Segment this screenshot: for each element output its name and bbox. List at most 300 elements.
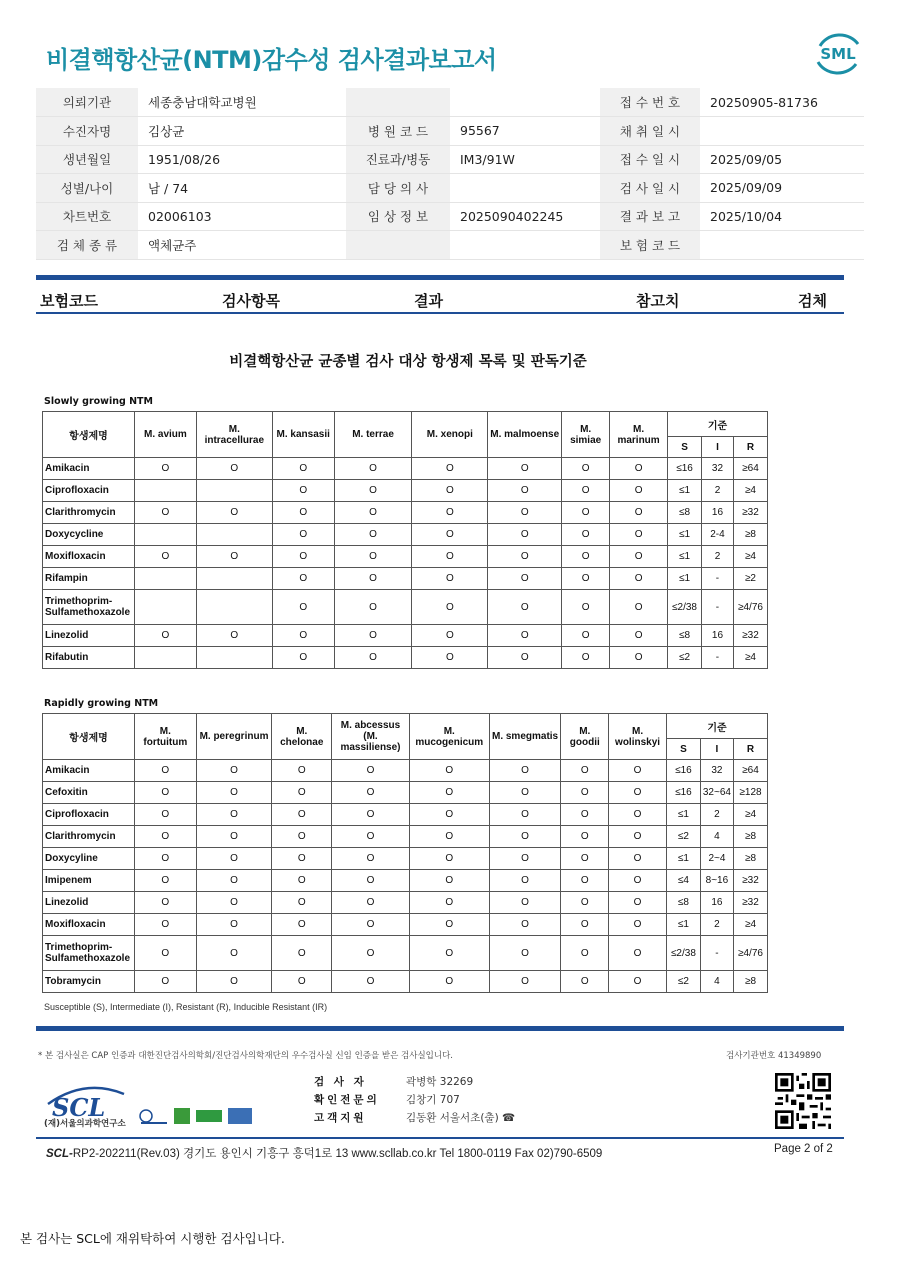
table-row bbox=[43, 914, 768, 936]
applicability-mark: O bbox=[412, 458, 488, 480]
drug-name: Doxycycline bbox=[43, 524, 135, 546]
cert-mark-icon-1 bbox=[174, 1108, 190, 1124]
bottom-note: 본 검사는 SCL에 재위탁하여 시행한 검사입니다. bbox=[20, 1231, 285, 1246]
applicability-mark bbox=[134, 524, 196, 546]
header-insurance-code: 보험코드 bbox=[40, 292, 98, 310]
table-row bbox=[43, 590, 768, 625]
sir-header: I bbox=[700, 739, 733, 760]
applicability-mark bbox=[196, 480, 272, 502]
header-specimen: 검체 bbox=[798, 292, 827, 310]
applicability-mark: O bbox=[488, 480, 562, 502]
staff-role: 확인전문의 bbox=[314, 1094, 380, 1106]
species-column-header: M. intracellurae bbox=[196, 412, 272, 458]
applicability-mark: O bbox=[562, 458, 610, 480]
breakpoint-r: ≥4/76 bbox=[733, 590, 767, 625]
breakpoint-i: 2 bbox=[702, 546, 734, 568]
scl-name: (재)서울의과학연구소 bbox=[44, 1119, 126, 1129]
applicability-mark: O bbox=[196, 502, 272, 524]
breakpoint-s: ≤1 bbox=[668, 480, 702, 502]
species-column-header: M. malmoense bbox=[488, 412, 562, 458]
applicability-mark: O bbox=[609, 936, 667, 971]
info-value: 김상균 bbox=[138, 117, 346, 146]
drug-name: Doxycyline bbox=[43, 848, 135, 870]
drug-name: Amikacin bbox=[43, 458, 135, 480]
applicability-mark bbox=[196, 590, 272, 625]
breakpoint-r: ≥8 bbox=[733, 848, 767, 870]
applicability-mark: O bbox=[409, 870, 489, 892]
applicability-mark: O bbox=[610, 502, 668, 524]
info-value: 2025090402245 bbox=[450, 202, 600, 231]
staff-name: 곽병학 32269 bbox=[406, 1076, 474, 1088]
scl-logo-text: SCL bbox=[52, 1093, 106, 1122]
breakpoint-i: 2-4 bbox=[702, 524, 734, 546]
applicability-mark: O bbox=[489, 804, 561, 826]
info-value: 남 / 74 bbox=[138, 174, 346, 203]
drug-name: Cefoxitin bbox=[43, 782, 135, 804]
applicability-mark: O bbox=[610, 480, 668, 502]
table-row bbox=[43, 647, 768, 669]
applicability-mark: O bbox=[196, 546, 272, 568]
applicability-mark: O bbox=[562, 480, 610, 502]
applicability-mark: O bbox=[134, 625, 196, 647]
breakpoint-i: 2 bbox=[700, 804, 733, 826]
applicability-mark: O bbox=[334, 568, 412, 590]
info-row bbox=[36, 88, 864, 117]
info-value: 2025/09/05 bbox=[700, 145, 864, 174]
section-title: 비결핵항산균 균종별 검사 대상 항생제 목록 및 판독기준 bbox=[229, 354, 587, 370]
table-header-row bbox=[43, 412, 768, 437]
table-row bbox=[43, 848, 768, 870]
breakpoint-r: ≥8 bbox=[733, 971, 767, 993]
breakpoint-i: 16 bbox=[700, 892, 733, 914]
applicability-mark: O bbox=[272, 590, 334, 625]
slow-growing-table bbox=[42, 411, 768, 669]
info-label: 수진자명 bbox=[36, 117, 138, 146]
applicability-mark: O bbox=[334, 502, 412, 524]
footer-divider bbox=[36, 1137, 844, 1139]
breakpoint-r: ≥4 bbox=[733, 647, 767, 669]
applicability-mark: O bbox=[489, 971, 561, 993]
applicability-mark: O bbox=[334, 480, 412, 502]
applicability-mark: O bbox=[561, 804, 609, 826]
table-row bbox=[43, 502, 768, 524]
applicability-mark: O bbox=[196, 826, 272, 848]
species-column-header: M. smegmatis bbox=[489, 714, 561, 760]
report-title: 비결핵항산균(NTM)감수성 검사결과보고서 bbox=[46, 46, 497, 74]
info-label: 생년월일 bbox=[36, 145, 138, 174]
info-value: 액체균주 bbox=[138, 231, 346, 260]
drug-name: Ciprofloxacin bbox=[43, 480, 135, 502]
table-row bbox=[43, 892, 768, 914]
applicability-mark: O bbox=[489, 914, 561, 936]
applicability-mark: O bbox=[196, 914, 272, 936]
breakpoint-s: ≤1 bbox=[668, 568, 702, 590]
drug-name: Moxifloxacin bbox=[43, 914, 135, 936]
applicability-mark: O bbox=[562, 502, 610, 524]
species-column-header: M. simiae bbox=[562, 412, 610, 458]
info-label: 진료과/병동 bbox=[346, 145, 450, 174]
applicability-mark: O bbox=[609, 760, 667, 782]
applicability-mark: O bbox=[196, 870, 272, 892]
applicability-mark: O bbox=[409, 848, 489, 870]
applicability-mark: O bbox=[134, 892, 196, 914]
breakpoint-s: ≤16 bbox=[666, 760, 700, 782]
applicability-mark bbox=[134, 647, 196, 669]
applicability-mark: O bbox=[196, 804, 272, 826]
sir-header: S bbox=[668, 437, 702, 458]
applicability-mark: O bbox=[196, 971, 272, 993]
applicability-mark: O bbox=[610, 647, 668, 669]
applicability-mark: O bbox=[412, 590, 488, 625]
applicability-mark: O bbox=[562, 625, 610, 647]
breakpoint-r: ≥8 bbox=[733, 826, 767, 848]
breakpoint-i: - bbox=[702, 568, 734, 590]
applicability-mark: O bbox=[272, 502, 334, 524]
applicability-mark: O bbox=[334, 647, 412, 669]
applicability-mark: O bbox=[272, 848, 332, 870]
applicability-mark: O bbox=[412, 568, 488, 590]
breakpoint-s: ≤1 bbox=[666, 848, 700, 870]
info-label bbox=[346, 88, 450, 117]
info-value: 20250905-81736 bbox=[700, 88, 864, 117]
header-result: 결과 bbox=[414, 292, 443, 310]
breakpoint-s: ≤1 bbox=[666, 804, 700, 826]
footer-code: SCL- bbox=[46, 1148, 73, 1160]
applicability-mark: O bbox=[409, 782, 489, 804]
table-row bbox=[43, 568, 768, 590]
applicability-mark bbox=[196, 647, 272, 669]
applicability-mark: O bbox=[488, 568, 562, 590]
applicability-mark: O bbox=[409, 804, 489, 826]
table-row bbox=[43, 870, 768, 892]
applicability-mark: O bbox=[134, 760, 196, 782]
applicability-mark: O bbox=[134, 848, 196, 870]
info-value bbox=[450, 174, 600, 203]
applicability-mark: O bbox=[272, 914, 332, 936]
species-column-header: M. abcessus (M. massiliense) bbox=[332, 714, 410, 760]
breakpoint-i: 4 bbox=[700, 826, 733, 848]
criteria-header: 기준 bbox=[666, 714, 767, 739]
drug-name: Clarithromycin bbox=[43, 826, 135, 848]
applicability-mark: O bbox=[196, 848, 272, 870]
staff-role: 고객지원 bbox=[314, 1112, 367, 1124]
breakpoint-r: ≥32 bbox=[733, 502, 767, 524]
applicability-mark: O bbox=[561, 870, 609, 892]
breakpoint-s: ≤2 bbox=[668, 647, 702, 669]
certification-marks bbox=[138, 1104, 262, 1128]
applicability-mark: O bbox=[272, 458, 334, 480]
applicability-mark: O bbox=[134, 502, 196, 524]
applicability-mark: O bbox=[134, 826, 196, 848]
species-column-header: M. peregrinum bbox=[196, 714, 272, 760]
species-column-header: M. chelonae bbox=[272, 714, 332, 760]
info-label bbox=[346, 231, 450, 260]
applicability-mark: O bbox=[272, 804, 332, 826]
species-column-header: M. wolinskyi bbox=[609, 714, 667, 760]
breakpoint-s: ≤8 bbox=[666, 892, 700, 914]
breakpoint-s: ≤16 bbox=[666, 782, 700, 804]
breakpoint-s: ≤2 bbox=[666, 971, 700, 993]
drug-name: Trimethoprim- Sulfamethoxazole bbox=[43, 936, 135, 971]
drug-name: Tobramycin bbox=[43, 971, 135, 993]
info-value: 세종충남대학교병원 bbox=[138, 88, 346, 117]
divider-top bbox=[36, 275, 844, 280]
applicability-mark: O bbox=[334, 458, 412, 480]
breakpoint-i: 4 bbox=[700, 971, 733, 993]
species-column-header: M. kansasii bbox=[272, 412, 334, 458]
applicability-mark bbox=[196, 568, 272, 590]
breakpoint-i: 2~4 bbox=[700, 848, 733, 870]
breakpoint-i: 32 bbox=[700, 760, 733, 782]
table-header-row bbox=[43, 714, 768, 739]
applicability-mark: O bbox=[561, 782, 609, 804]
info-value bbox=[700, 117, 864, 146]
footer-address bbox=[46, 1145, 602, 1161]
footer-rest: RP2-202211(Rev.03) 경기도 용인시 기흥구 흥덕1로 13 www.scllab.co.kr Tel 1800-0119 Fax 02)790-6509 bbox=[72, 1148, 603, 1160]
applicability-mark: O bbox=[609, 848, 667, 870]
species-column-header: M. goodii bbox=[561, 714, 609, 760]
applicability-mark: O bbox=[196, 760, 272, 782]
applicability-mark: O bbox=[488, 647, 562, 669]
info-value bbox=[450, 231, 600, 260]
info-value: 95567 bbox=[450, 117, 600, 146]
applicability-mark: O bbox=[562, 524, 610, 546]
species-column-header: M. mucogenicum bbox=[409, 714, 489, 760]
breakpoint-r: ≥4 bbox=[733, 804, 767, 826]
breakpoint-r: ≥4 bbox=[733, 480, 767, 502]
drug-name: Trimethoprim- Sulfamethoxazole bbox=[43, 590, 135, 625]
staff-name: 김동환 서울서초(출) ☎ bbox=[406, 1112, 516, 1124]
species-column-header: M. xenopi bbox=[412, 412, 488, 458]
applicability-mark: O bbox=[610, 458, 668, 480]
applicability-mark: O bbox=[609, 826, 667, 848]
applicability-mark: O bbox=[272, 480, 334, 502]
applicability-mark: O bbox=[134, 546, 196, 568]
breakpoint-r: ≥32 bbox=[733, 870, 767, 892]
applicability-mark: O bbox=[489, 870, 561, 892]
breakpoint-s: ≤8 bbox=[668, 625, 702, 647]
applicability-mark: O bbox=[489, 936, 561, 971]
applicability-mark: O bbox=[561, 914, 609, 936]
breakpoint-i: 32~64 bbox=[700, 782, 733, 804]
table-row bbox=[43, 546, 768, 568]
applicability-mark: O bbox=[409, 971, 489, 993]
applicability-mark: O bbox=[562, 546, 610, 568]
applicability-mark: O bbox=[609, 782, 667, 804]
sml-logo-text: SML bbox=[820, 45, 856, 63]
applicability-mark: O bbox=[134, 971, 196, 993]
accreditation-note: * 본 검사실은 CAP 인증과 대한진단검사의학회/진단검사의학재단의 우수검사실 신임 인증을 받은 검사실입니다. bbox=[38, 1051, 453, 1061]
applicability-mark: O bbox=[332, 870, 410, 892]
table-row bbox=[43, 625, 768, 647]
info-value: 2025/10/04 bbox=[700, 202, 864, 231]
sir-header: S bbox=[666, 739, 700, 760]
applicability-mark: O bbox=[272, 936, 332, 971]
table-row bbox=[43, 760, 768, 782]
applicability-mark: O bbox=[272, 971, 332, 993]
info-label: 담 당 의 사 bbox=[346, 174, 450, 203]
cap-mark-icon bbox=[140, 1110, 152, 1122]
applicability-mark: O bbox=[272, 625, 334, 647]
breakpoint-r: ≥8 bbox=[733, 524, 767, 546]
drug-name: Rifabutin bbox=[43, 647, 135, 669]
applicability-mark: O bbox=[561, 826, 609, 848]
applicability-mark: O bbox=[488, 458, 562, 480]
rapid-group-title: Rapidly growing NTM bbox=[44, 698, 159, 709]
qr-code bbox=[775, 1073, 831, 1129]
applicability-mark: O bbox=[272, 524, 334, 546]
applicability-mark: O bbox=[272, 760, 332, 782]
breakpoint-r: ≥64 bbox=[733, 760, 767, 782]
applicability-mark: O bbox=[609, 804, 667, 826]
applicability-mark: O bbox=[134, 804, 196, 826]
breakpoint-r: ≥32 bbox=[733, 625, 767, 647]
info-value: 1951/08/26 bbox=[138, 145, 346, 174]
breakpoint-i: - bbox=[700, 936, 733, 971]
applicability-mark: O bbox=[609, 870, 667, 892]
applicability-mark: O bbox=[332, 848, 410, 870]
info-row bbox=[36, 145, 864, 174]
breakpoint-r: ≥4 bbox=[733, 546, 767, 568]
info-value bbox=[700, 231, 864, 260]
info-value bbox=[450, 88, 600, 117]
applicability-mark: O bbox=[134, 914, 196, 936]
breakpoint-i: 2 bbox=[702, 480, 734, 502]
drug-name: Moxifloxacin bbox=[43, 546, 135, 568]
breakpoint-s: ≤1 bbox=[668, 524, 702, 546]
applicability-mark: O bbox=[562, 568, 610, 590]
info-value: 02006103 bbox=[138, 202, 346, 231]
breakpoint-s: ≤8 bbox=[668, 502, 702, 524]
applicability-mark bbox=[134, 568, 196, 590]
applicability-mark: O bbox=[489, 848, 561, 870]
info-row bbox=[36, 231, 864, 260]
applicability-mark: O bbox=[196, 782, 272, 804]
staff-name: 김창기 707 bbox=[406, 1094, 460, 1106]
species-column-header: M. fortuitum bbox=[134, 714, 196, 760]
applicability-mark: O bbox=[409, 936, 489, 971]
cert-mark-icon-3 bbox=[228, 1108, 252, 1124]
drug-name: Rifampin bbox=[43, 568, 135, 590]
applicability-mark: O bbox=[196, 892, 272, 914]
applicability-mark: O bbox=[196, 936, 272, 971]
applicability-mark bbox=[134, 590, 196, 625]
cert-mark-icon-2 bbox=[196, 1110, 222, 1122]
info-label: 검 체 종 류 bbox=[36, 231, 138, 260]
applicability-mark: O bbox=[412, 502, 488, 524]
breakpoint-s: ≤16 bbox=[668, 458, 702, 480]
info-label: 의뢰기관 bbox=[36, 88, 138, 117]
info-label: 차트번호 bbox=[36, 202, 138, 231]
breakpoint-i: 16 bbox=[702, 625, 734, 647]
table-row bbox=[43, 971, 768, 993]
breakpoint-i: 32 bbox=[702, 458, 734, 480]
info-value: 2025/09/09 bbox=[700, 174, 864, 203]
rapid-growing-table bbox=[42, 713, 768, 993]
applicability-mark: O bbox=[272, 647, 334, 669]
applicability-mark: O bbox=[412, 647, 488, 669]
applicability-mark: O bbox=[488, 502, 562, 524]
drug-name: Ciprofloxacin bbox=[43, 804, 135, 826]
table-row bbox=[43, 826, 768, 848]
info-value: IM3/91W bbox=[450, 145, 600, 174]
applicability-mark: O bbox=[561, 760, 609, 782]
applicability-mark: O bbox=[134, 870, 196, 892]
applicability-mark: O bbox=[272, 782, 332, 804]
applicability-mark: O bbox=[272, 826, 332, 848]
applicability-mark: O bbox=[609, 914, 667, 936]
applicability-mark: O bbox=[332, 892, 410, 914]
applicability-mark: O bbox=[609, 892, 667, 914]
drug-name: Linezolid bbox=[43, 892, 135, 914]
applicability-mark: O bbox=[334, 590, 412, 625]
applicability-mark: O bbox=[134, 936, 196, 971]
applicability-mark: O bbox=[332, 826, 410, 848]
applicability-mark: O bbox=[488, 625, 562, 647]
breakpoint-r: ≥128 bbox=[733, 782, 767, 804]
applicability-mark: O bbox=[562, 590, 610, 625]
applicability-mark: O bbox=[272, 892, 332, 914]
breakpoint-i: 16 bbox=[702, 502, 734, 524]
breakpoint-r: ≥4/76 bbox=[733, 936, 767, 971]
info-label: 접 수 일 시 bbox=[600, 145, 700, 174]
applicability-mark: O bbox=[196, 458, 272, 480]
applicability-mark: O bbox=[561, 892, 609, 914]
applicability-mark: O bbox=[334, 546, 412, 568]
breakpoint-r: ≥64 bbox=[733, 458, 767, 480]
page-number: Page 2 of 2 bbox=[774, 1143, 833, 1155]
slow-group-title: Slowly growing NTM bbox=[44, 396, 153, 407]
applicability-mark: O bbox=[610, 524, 668, 546]
table-row bbox=[43, 936, 768, 971]
applicability-mark: O bbox=[412, 524, 488, 546]
patient-info-table bbox=[36, 88, 864, 260]
drug-name: Imipenem bbox=[43, 870, 135, 892]
applicability-mark: O bbox=[334, 625, 412, 647]
applicability-mark: O bbox=[409, 826, 489, 848]
applicability-mark: O bbox=[272, 870, 332, 892]
applicability-mark: O bbox=[332, 782, 410, 804]
result-header bbox=[36, 288, 844, 314]
applicability-mark: O bbox=[489, 892, 561, 914]
applicability-mark: O bbox=[488, 546, 562, 568]
applicability-mark bbox=[134, 480, 196, 502]
breakpoint-i: - bbox=[702, 590, 734, 625]
drug-column-header: 항생제명 bbox=[43, 412, 135, 458]
applicability-mark: O bbox=[196, 625, 272, 647]
applicability-mark: O bbox=[409, 892, 489, 914]
info-row bbox=[36, 117, 864, 146]
info-label: 병 원 코 드 bbox=[346, 117, 450, 146]
species-column-header: M. avium bbox=[134, 412, 196, 458]
drug-name: Clarithromycin bbox=[43, 502, 135, 524]
applicability-mark: O bbox=[332, 760, 410, 782]
breakpoint-r: ≥4 bbox=[733, 914, 767, 936]
table-row bbox=[43, 804, 768, 826]
applicability-mark: O bbox=[610, 625, 668, 647]
applicability-mark: O bbox=[489, 782, 561, 804]
sir-header: I bbox=[702, 437, 734, 458]
applicability-mark: O bbox=[334, 524, 412, 546]
info-row bbox=[36, 202, 864, 231]
info-label: 보 험 코 드 bbox=[600, 231, 700, 260]
info-label: 접 수 번 호 bbox=[600, 88, 700, 117]
info-label: 채 취 일 시 bbox=[600, 117, 700, 146]
table-row bbox=[43, 458, 768, 480]
applicability-mark: O bbox=[332, 971, 410, 993]
header-test-item: 검사항목 bbox=[222, 292, 280, 310]
breakpoint-s: ≤2/38 bbox=[666, 936, 700, 971]
